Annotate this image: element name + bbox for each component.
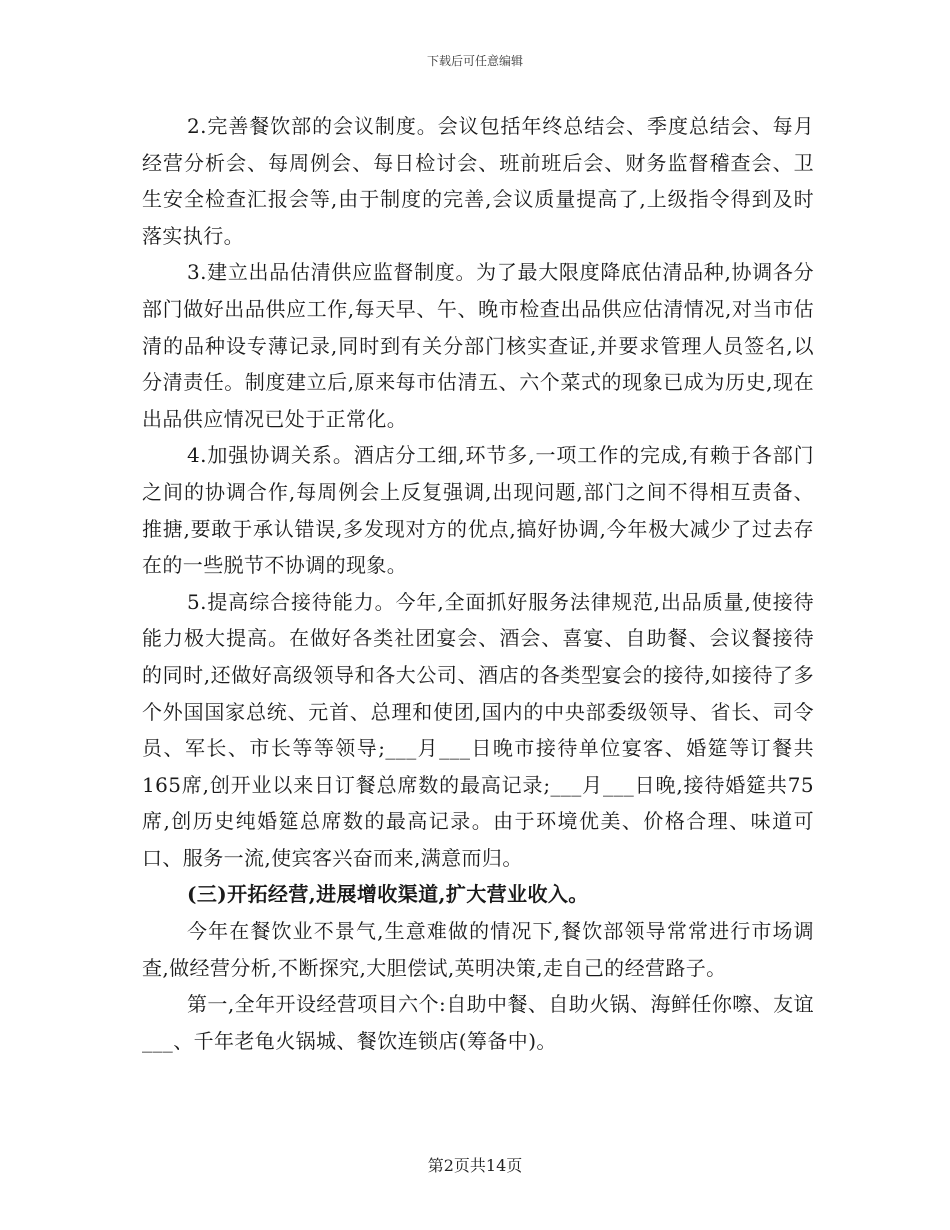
document-body xyxy=(142,108,814,1059)
paragraph-coordination: 4.加强协调关系。酒店分工细,环节多,一项工作的完成,有赖于各部门之间的协调合作,每周例会上反复强调,出现问题,部门之间不得相互责备、推搪,要敢于承认错误,多发现对方的优点,搞好协调,今年极大减少了过去存在的一些脱节不协调的现象。 xyxy=(142,443,814,578)
section-heading-expand-business: (三)开拓经营,进展增收渠道,扩大营业收入。 xyxy=(187,882,589,907)
page-footer: 第2页共14页 xyxy=(427,1156,523,1175)
page-header: 下载后可任意编辑 xyxy=(426,54,523,68)
paragraph-market-research: 今年在餐饮业不景气,生意难做的情况下,餐饮部领导常常进行市场调查,做经营分析,不断探究,大胆偿试,英明决策,走自己的经营路子。 xyxy=(142,919,814,980)
paragraph-meeting-system: 2.完善餐饮部的会议制度。会议包括年终总结会、季度总结会、每月经营分析会、每周例会、每日检讨会、班前班后会、财务监督稽查会、卫生安全检查汇报会等,由于制度的完善,会议质量提高了,上级指令得到及时落实执行。 xyxy=(142,114,814,248)
paragraph-business-projects: 第一,全年开设经营项目六个:自助中餐、自助火锅、海鲜任你嚓、友谊___、千年老龟火锅城、餐饮连锁店(筹备中)。 xyxy=(142,992,814,1053)
paragraph-supply-supervision: 3.建立出品估清供应监督制度。为了最大限度降底估清品种,协调各分部门做好出品供应工作,每天早、午、晚市检查出品供应估清情况,对当市估清的品种设专薄记录,同时到有关分部门核实查证,并要求管理人员签名,以分清责任。制度建立后,原来每市估清五、六个菜式的现象已成为历史,现在出品供应情况已处于正常化。 xyxy=(142,260,814,431)
paragraph-reception-capacity: 5.提高综合接待能力。今年,全面抓好服务法律规范,出品质量,使接待能力极大提高。在做好各类社团宴会、酒会、喜宴、自助餐、会议餐接待的同时,还做好高级领导和各大公司、酒店的各类型宴会的接待,如接待了多个外国国家总统、元首、总理和使团,国内的中央部委级领导、省长、司令员、军长、市长等等领导;___月___日晚市接待单位宴客、婚筵等订餐共165席,创开业以来日订餐总席数的最高记录;___月___日晚,接待婚筵共75席,创历史纯婚筵总席数的最高记录。由于环境优美、价格合理、味道可口、服务一流,使宾客兴奋而来,满意而归。 xyxy=(142,589,814,870)
